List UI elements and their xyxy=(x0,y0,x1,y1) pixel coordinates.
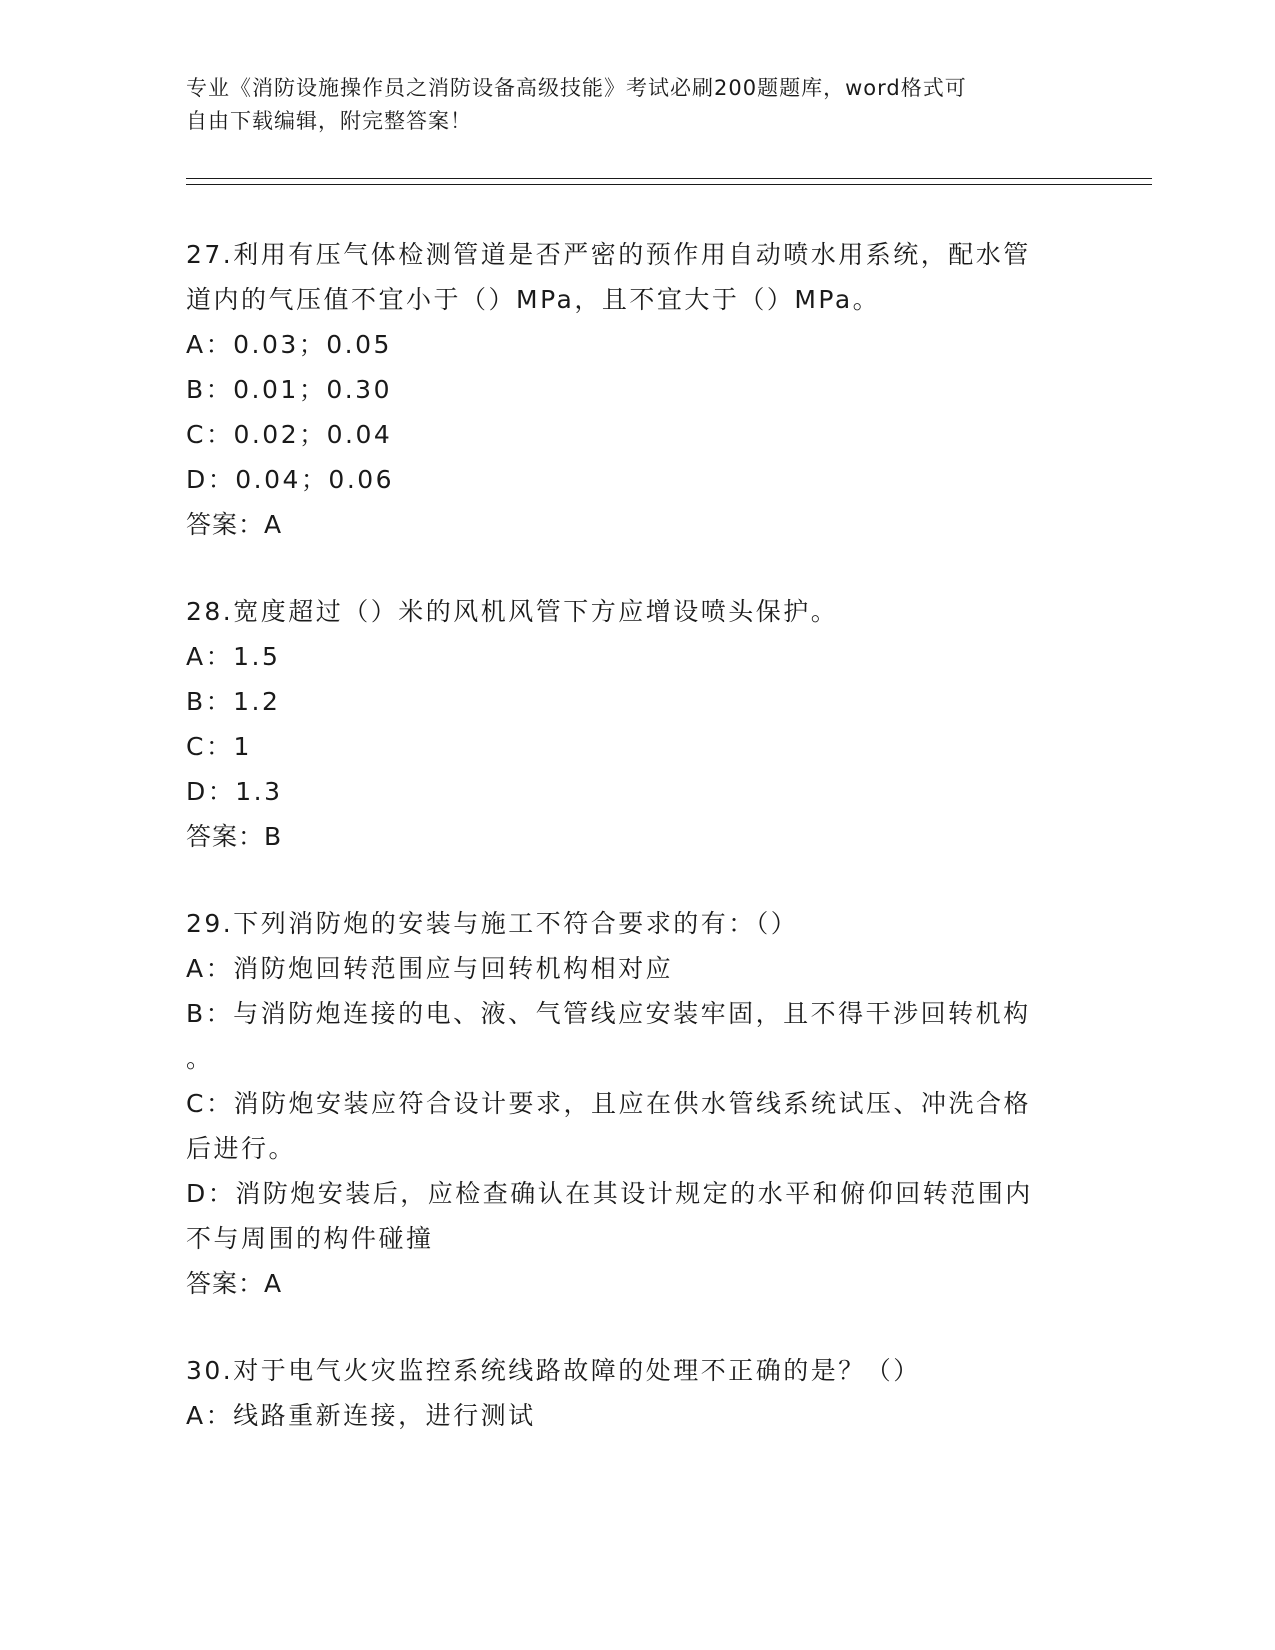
option-d: D：1.3 xyxy=(186,777,283,806)
option-a: A：0.03；0.05 xyxy=(186,330,392,359)
question-stem-line: 29.下列消防炮的安装与施工不符合要求的有：（） xyxy=(186,909,799,938)
question-stem-line: 27.利用有压气体检测管道是否严密的预作用自动喷水用系统，配水管 xyxy=(186,240,1031,269)
option-c: C：1 xyxy=(186,732,252,761)
option-a: A：消防炮回转范围应与回转机构相对应 xyxy=(186,954,674,983)
question-29 xyxy=(186,901,1086,1306)
question-stem-line: 28.宽度超过（）米的风机风管下方应增设喷头保护。 xyxy=(186,597,839,626)
option-b-continued: 。 xyxy=(186,1044,214,1073)
option-b: B：0.01；0.30 xyxy=(186,375,392,404)
option-c: C：消防炮安装应符合设计要求，且应在供水管线系统试压、冲洗合格 xyxy=(186,1089,1031,1118)
option-d: D：0.04；0.06 xyxy=(186,465,395,494)
question-28 xyxy=(186,589,1086,859)
answer-label: 答案：B xyxy=(186,822,283,851)
option-d-continued: 不与周围的构件碰撞 xyxy=(186,1224,434,1253)
question-list xyxy=(186,232,1086,1480)
header-line-1: 专业《消防设施操作员之消防设备高级技能》考试必刷200题题库，word格式可 xyxy=(186,76,967,100)
option-b: B：与消防炮连接的电、液、气管线应安装牢固，且不得干涉回转机构 xyxy=(186,999,1031,1028)
question-stem-line: 30.对于电气火灾监控系统线路故障的处理不正确的是？（） xyxy=(186,1356,921,1385)
header-divider xyxy=(186,178,1152,185)
option-c: C：0.02；0.04 xyxy=(186,420,393,449)
answer-label: 答案：A xyxy=(186,1269,283,1298)
question-30 xyxy=(186,1348,1086,1438)
question-stem-line: 道内的气压值不宜小于（）MPa，且不宜大于（）MPa。 xyxy=(186,285,881,314)
document-header xyxy=(186,72,1066,138)
option-d: D：消防炮安装后，应检查确认在其设计规定的水平和俯仰回转范围内 xyxy=(186,1179,1033,1208)
answer-label: 答案：A xyxy=(186,510,283,539)
option-c-continued: 后进行。 xyxy=(186,1134,297,1163)
option-a: A：线路重新连接，进行测试 xyxy=(186,1401,536,1430)
option-a: A：1.5 xyxy=(186,642,281,671)
option-b: B：1.2 xyxy=(186,687,281,716)
question-27 xyxy=(186,232,1086,547)
header-line-2: 自由下载编辑，附完整答案！ xyxy=(186,109,472,133)
